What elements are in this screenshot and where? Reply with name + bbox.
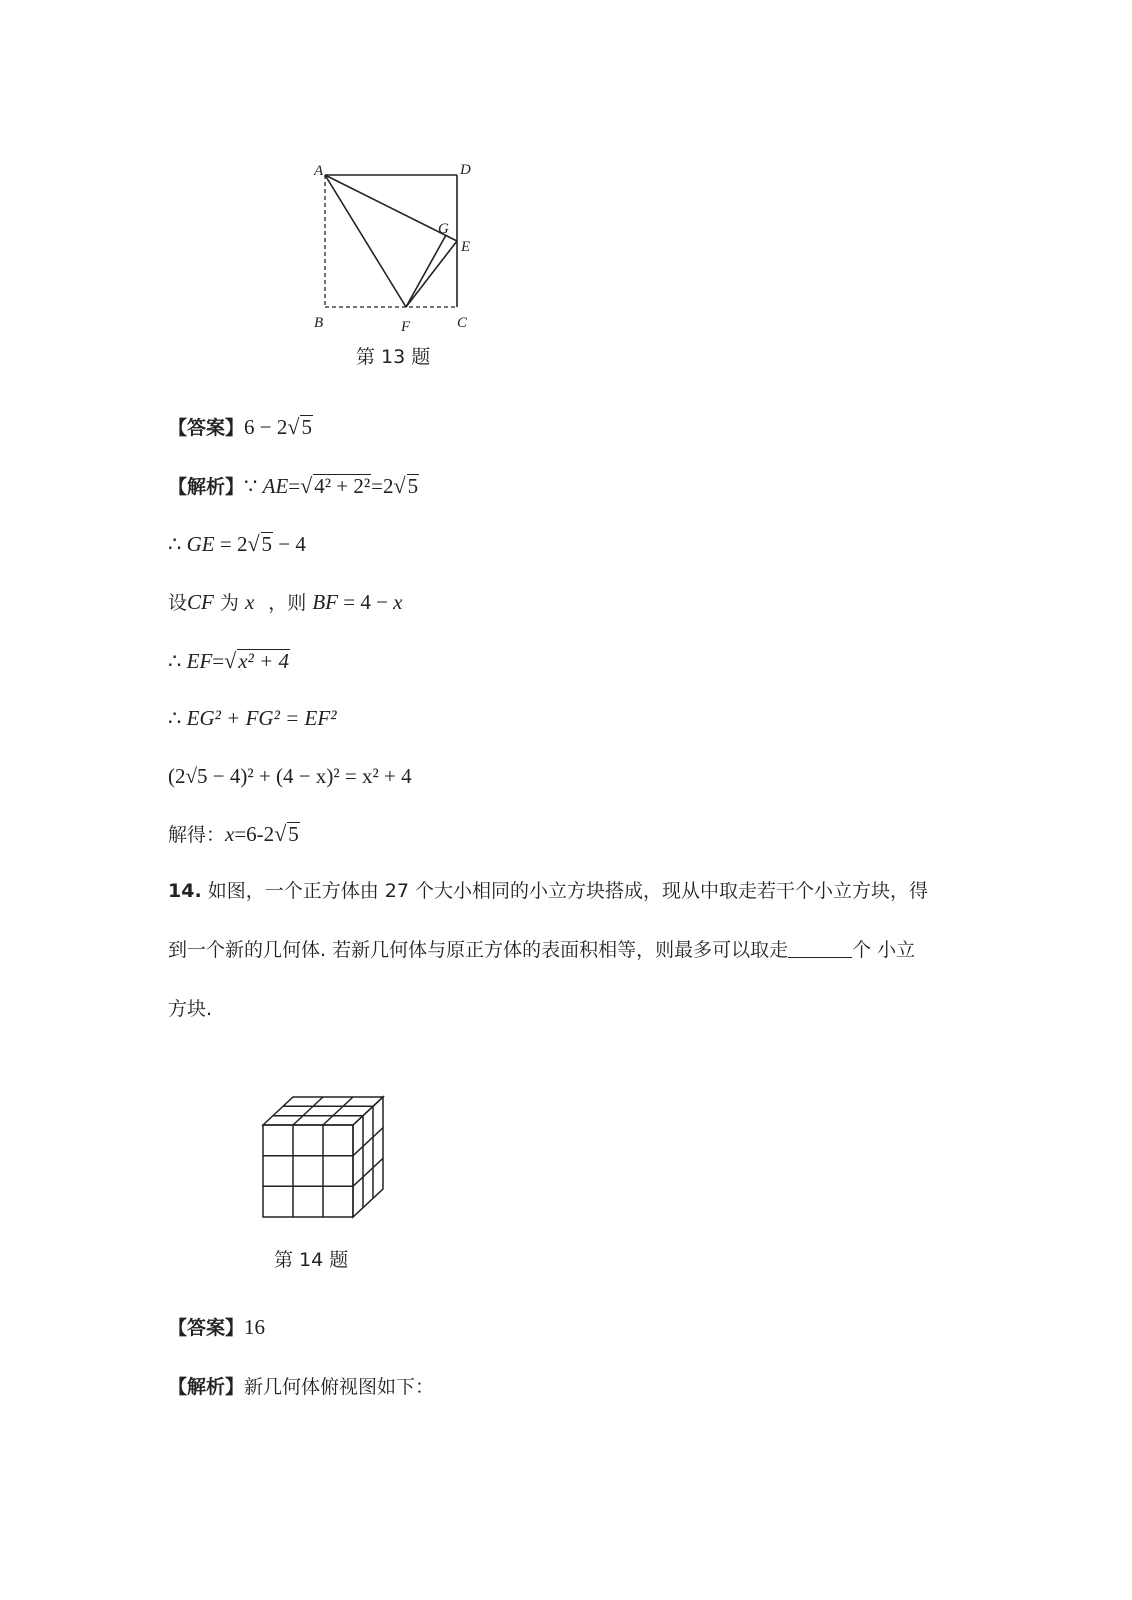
segment-fg	[406, 235, 446, 307]
figure-14-cube	[255, 1085, 395, 1235]
var-x: x	[225, 822, 235, 846]
q13-analysis-line-4	[168, 647, 290, 675]
cube-top-face	[263, 1097, 383, 1125]
q14-analysis-line	[168, 1372, 434, 1401]
question-text: 个 小立	[852, 939, 916, 961]
var-ae: AE	[262, 474, 289, 498]
var-x: x	[393, 590, 403, 614]
var-ef: EF	[186, 649, 213, 673]
equation: EG² + FG² = EF²	[186, 706, 337, 730]
q13-analysis-line-3	[168, 588, 403, 617]
analysis-tag: 【解析】	[168, 476, 245, 498]
text: 为	[213, 592, 245, 614]
therefore-symbol: ∴	[168, 706, 187, 730]
sqrt-symbol: √	[247, 531, 260, 556]
sqrt-symbol: √	[287, 414, 300, 439]
var-ge: GE	[186, 532, 215, 556]
question-text: 方块.	[168, 998, 213, 1020]
text: 解得：	[168, 824, 226, 846]
q14-text-line-1	[168, 877, 928, 905]
radicand: 5	[288, 822, 299, 846]
sqrt-symbol: √	[300, 473, 313, 498]
expr: =2	[371, 474, 394, 498]
label-c: C	[457, 315, 468, 331]
q13-answer-line	[168, 413, 313, 442]
q13-analysis-line-2	[168, 530, 306, 558]
answer-blank	[788, 957, 852, 958]
answer-value: 6 − 2	[244, 415, 288, 439]
question-text: 到一个新的几何体. 若新几何体与原正方体的表面积相等，则最多可以取走	[168, 939, 789, 961]
expr: = 2	[214, 532, 248, 556]
cube-front-face	[263, 1125, 353, 1217]
expr: =6-2	[234, 822, 275, 846]
radicand: x² + 4	[238, 649, 289, 673]
q13-analysis-line-6	[168, 762, 412, 790]
q14-answer-line	[168, 1313, 265, 1342]
label-e: E	[461, 239, 471, 255]
answer-tag: 【答案】	[168, 417, 245, 439]
var-cf: CF	[187, 590, 214, 614]
equals: =	[212, 649, 225, 673]
expr: − 4	[273, 532, 306, 556]
analysis-tag: 【解析】	[168, 1376, 245, 1398]
label-d: D	[460, 162, 471, 178]
sqrt-symbol: √	[274, 821, 287, 846]
therefore-symbol: ∴	[168, 649, 187, 673]
therefore-symbol: ∴	[168, 532, 187, 556]
equation: (2√5 − 4)² + (4 − x)² = x² + 4	[168, 764, 412, 788]
radicand: 4² + 2²	[314, 474, 371, 498]
q13-analysis-line-1	[168, 472, 419, 501]
radicand: 5	[407, 474, 419, 498]
expr: = 4 −	[337, 590, 394, 614]
figure-14-caption: 第 14 题	[274, 1249, 349, 1271]
q14-text-line-2	[168, 936, 915, 964]
question-number: 14.	[168, 880, 202, 902]
equals: =	[288, 474, 301, 498]
var-bf: BF	[312, 590, 338, 614]
sqrt-symbol: √	[393, 473, 406, 498]
answer-tag: 【答案】	[168, 1317, 245, 1339]
figure-13-square-diagram	[300, 150, 500, 350]
label-b: B	[314, 315, 324, 331]
var-x: x	[244, 590, 255, 614]
figure-13-caption: 第 13 题	[356, 346, 431, 368]
q13-analysis-line-5	[168, 704, 337, 732]
answer-value: 16	[244, 1315, 266, 1339]
text: 设	[168, 592, 188, 614]
sqrt-symbol: √	[224, 648, 237, 673]
q13-analysis-line-7	[168, 820, 300, 849]
question-text: 如图，一个正方体由 27 个大小相同的小立方块搭成，现从中取走若干个小立方块，得	[201, 880, 928, 902]
radicand: 5	[261, 532, 273, 556]
answer-radicand: 5	[301, 415, 312, 439]
segment-fe	[406, 241, 457, 307]
label-g: G	[438, 221, 449, 237]
label-f: F	[401, 319, 411, 335]
analysis-text: 新几何体俯视图如下：	[244, 1376, 435, 1398]
label-a: A	[314, 163, 324, 179]
text: ，则	[268, 592, 313, 614]
because-symbol: ∵	[244, 474, 263, 498]
q14-text-line-3	[168, 995, 212, 1023]
